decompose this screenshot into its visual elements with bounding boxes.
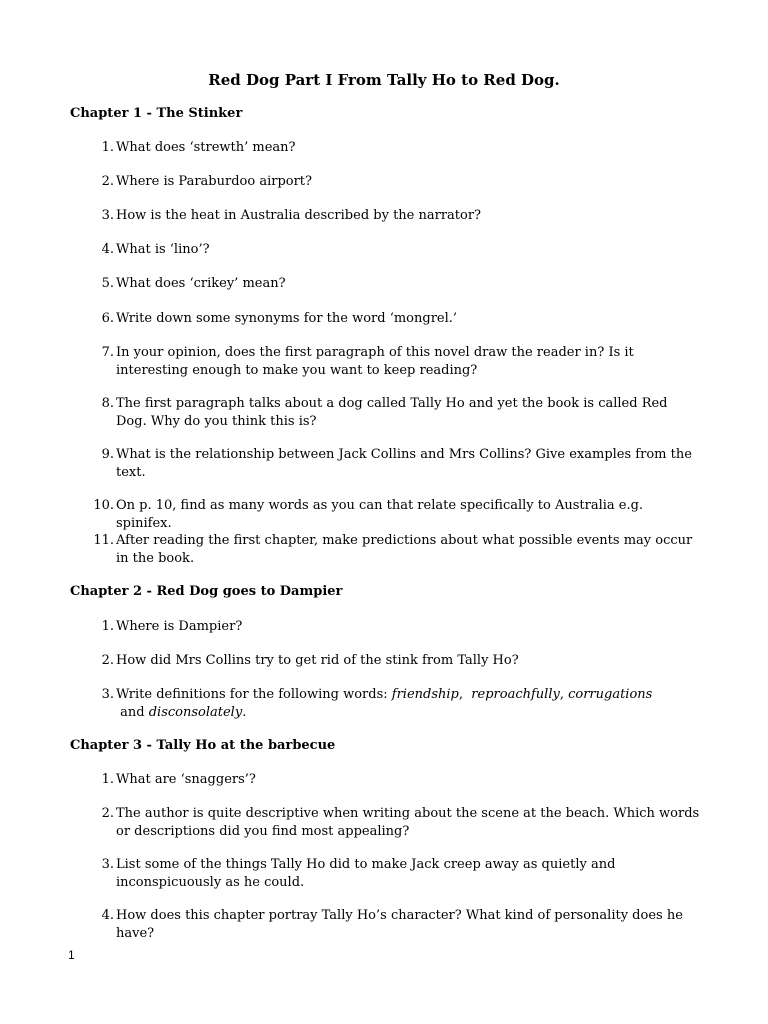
question-text: What is ‘lino’? [116, 242, 210, 257]
question-number: 8. [101, 396, 114, 411]
ch2-question-1 [80, 618, 700, 636]
question-number: 5. [101, 276, 114, 291]
question-number: 10. [93, 498, 114, 513]
question-text: What are ‘snaggers’? [116, 772, 256, 787]
question-text: What does ‘strewth’ mean? [116, 140, 296, 155]
question-text: List some of the things Tally Ho did to make Jack creep away as quietly and inconspicuously as he could. [116, 857, 616, 890]
question-text: How did Mrs Collins try to get rid of the stink from Tally Ho? [116, 653, 519, 668]
chapter-2-heading: Chapter 2 - Red Dog goes to Dampier [70, 584, 343, 599]
question-text: In your opinion, does the first paragraph of this novel draw the reader in? Is it interesting enough to make you want to keep reading? [116, 345, 634, 378]
question-number: 4. [101, 242, 114, 257]
term-separator: , [559, 687, 569, 702]
term-corrugations: corrugations [568, 687, 653, 702]
term-friendship: friendship [391, 687, 459, 702]
ch1-question-9 [80, 446, 700, 481]
question-number: 2. [101, 806, 114, 821]
ch1-question-10 [80, 497, 700, 532]
question-text: What is the relationship between Jack Collins and Mrs Collins? Give examples from the text. [116, 447, 692, 480]
document-title: Red Dog Part I From Tally Ho to Red Dog. [208, 71, 560, 89]
question-number: 9. [101, 447, 114, 462]
question-number: 1. [101, 140, 114, 155]
ch2-question-3 [80, 686, 700, 721]
ch1-question-1 [80, 139, 700, 157]
question-number: 7. [101, 345, 114, 360]
question-number: 2. [101, 653, 114, 668]
ch3-question-2 [80, 805, 700, 840]
ch1-question-11 [80, 532, 700, 567]
page-number: 1 [68, 948, 75, 962]
question-text: What does ‘crikey’ mean? [116, 276, 286, 291]
question-number: 3. [101, 208, 114, 223]
question-text: Where is Paraburdoo airport? [116, 174, 313, 189]
question-number: 3. [101, 687, 114, 702]
term-separator: , [458, 687, 472, 702]
question-text: The author is quite descriptive when writing about the scene at the beach. Which words or descriptions did you find most appealing? [116, 806, 700, 839]
ch1-question-4 [80, 241, 700, 259]
question-text: How is the heat in Australia described by the narrator? [116, 208, 482, 223]
question-number: 11. [93, 533, 114, 548]
question-number: 2. [101, 174, 114, 189]
ch1-question-2 [80, 173, 700, 191]
question-text: On p. 10, find as many words as you can that relate specifically to Australia e.g. spinifex. [116, 498, 644, 531]
ch1-question-7 [80, 344, 700, 379]
ch3-question-4 [80, 907, 700, 942]
question-number: 1. [101, 772, 114, 787]
question-number: 1. [101, 619, 114, 634]
ch1-question-5 [80, 275, 700, 293]
question-text: How does this chapter portray Tally Ho’s character? What kind of personality does he have? [116, 908, 683, 941]
question-text-end: . [242, 704, 247, 720]
question-text [116, 686, 700, 721]
question-number: 6. [101, 311, 114, 326]
term-separator: and [116, 704, 149, 720]
question-text: Write down some synonyms for the word ‘mongrel.’ [116, 311, 458, 326]
question-number: 3. [101, 857, 114, 872]
question-text: The first paragraph talks about a dog called Tally Ho and yet the book is called Red Dog. Why do you think this is? [116, 396, 668, 429]
question-number: 4. [101, 908, 114, 923]
chapter-1-heading: Chapter 1 - The Stinker [70, 106, 243, 121]
ch1-question-3 [80, 207, 700, 225]
ch2-question-2 [80, 652, 700, 670]
question-text-intro: Write definitions for the following words: [116, 687, 392, 702]
term-disconsolately: disconsolately [148, 704, 243, 720]
ch1-question-8 [80, 395, 700, 430]
question-text: Where is Dampier? [116, 619, 243, 634]
chapter-3-heading: Chapter 3 - Tally Ho at the barbecue [70, 738, 336, 753]
ch1-question-6 [80, 310, 700, 328]
question-text: After reading the first chapter, make predictions about what possible events may occur in the book. [116, 533, 693, 566]
ch3-question-1 [80, 771, 700, 789]
ch3-question-3 [80, 856, 700, 891]
term-reproachfully: reproachfully [471, 687, 560, 702]
